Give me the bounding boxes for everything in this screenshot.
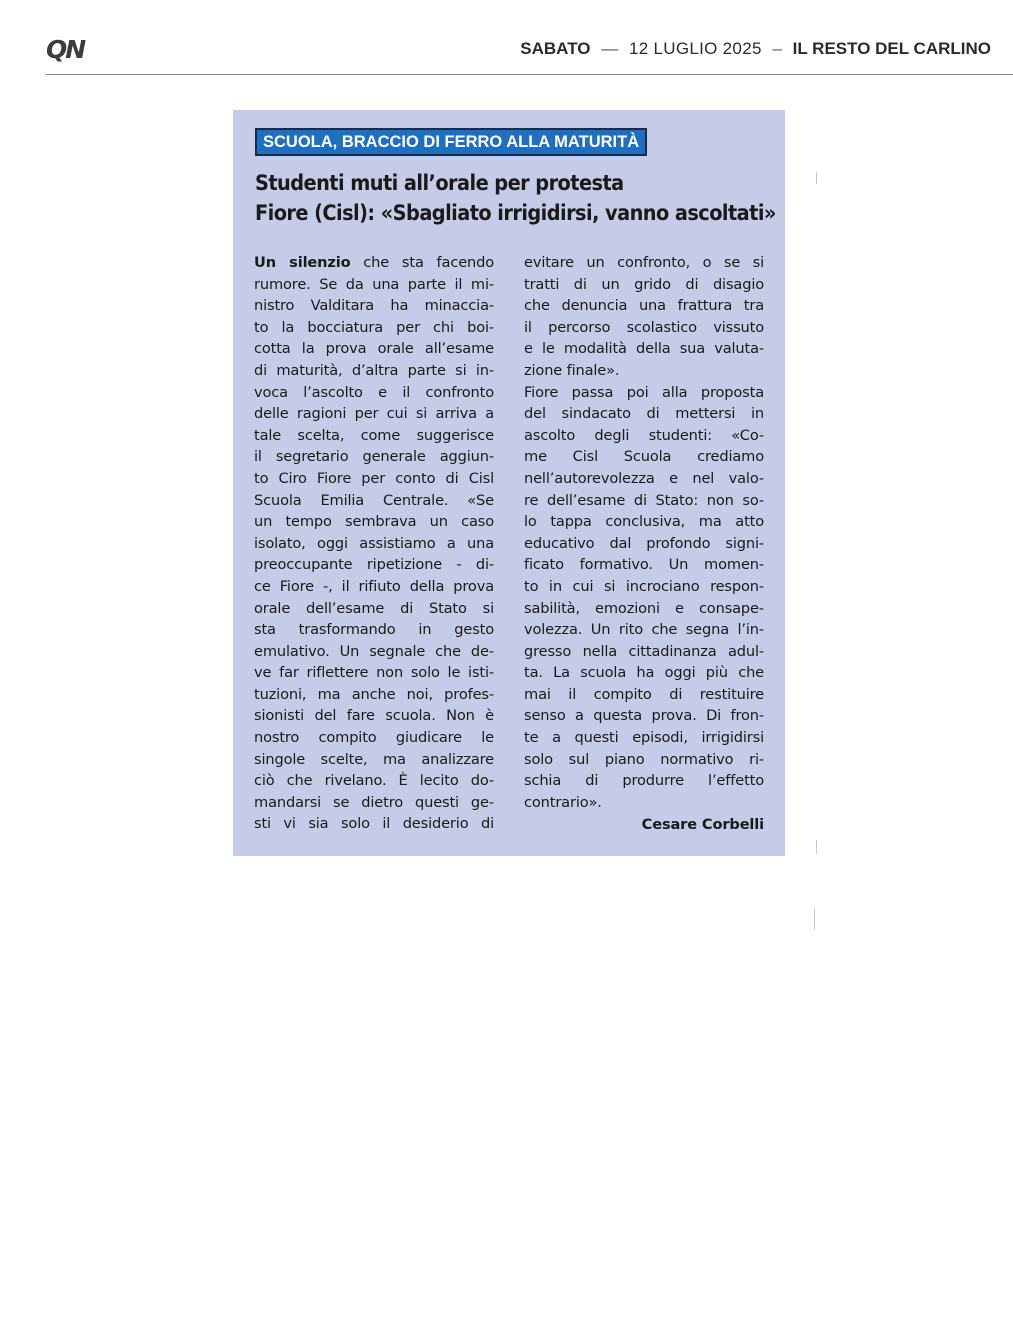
header-rule	[46, 74, 1013, 75]
article-text-line: preoccupante ripetizione - di-	[254, 556, 494, 574]
article-text-line: tratti di un grido di disagio	[524, 275, 764, 293]
article-text-line: che denuncia una frattura tra	[524, 297, 764, 315]
article-text-line: ve far riflettere non solo le isti-	[254, 664, 494, 682]
article-text-line: nell’autorevolezza e nel valo-	[524, 469, 764, 487]
article-lead: Un silenzio	[254, 254, 351, 271]
article-column-left	[254, 252, 494, 835]
headline-line: Fiore (Cisl): «Sbagliato irrigidirsi, vanno ascoltati»	[255, 201, 776, 225]
article-text-line: ascolto degli studenti: «Co-	[524, 426, 764, 444]
article-text-line: ciò che rivelano. È lecito do-	[254, 772, 494, 790]
article-text-line: sionisti del fare scuola. Non è	[254, 707, 494, 725]
article-text-line: contrario».	[524, 793, 602, 811]
article-text-line: to Ciro Fiore per conto di Cisl	[254, 469, 494, 487]
article-text-line: singole scelte, ma analizzare	[254, 750, 494, 768]
article-text-line: volezza. Un rito che segna l’in-	[524, 621, 764, 639]
headline-line: Studenti muti all’orale per protesta	[255, 171, 624, 195]
article-text-line: Fiore passa poi alla proposta	[524, 383, 764, 401]
article-text-line: voca l’ascolto e il confronto	[254, 383, 494, 401]
header-day: SABATO	[520, 39, 591, 58]
article-text-line: Scuola Emilia Centrale. «Se	[254, 491, 494, 509]
article-text-line: schia di produrre l’effetto	[524, 772, 764, 790]
article-text-line: sta trasformando in gesto	[254, 621, 494, 639]
article-text-line: di maturità, d’altra parte si in-	[254, 361, 494, 379]
article-text-line: nostro compito giudicare le	[254, 729, 494, 747]
article-text-line: solo sul piano normativo ri-	[524, 750, 764, 768]
article-text-line: sti vi sia solo il desiderio di	[254, 815, 494, 833]
article-text-line: senso a questa prova. Di fron-	[524, 707, 764, 725]
article-text-line: ta. La scuola ha oggi più che	[524, 664, 764, 682]
article-text-line: mandarsi se dietro questi ge-	[254, 793, 494, 811]
article-text-line: orale dell’esame di Stato si	[254, 599, 494, 617]
article-text-line: mai il compito di restituire	[524, 685, 764, 703]
header-newspaper-name: IL RESTO DEL CARLINO	[792, 39, 991, 58]
article-text-line: nistro Valditara ha minaccia-	[254, 297, 494, 315]
header-separator: –	[772, 39, 782, 58]
scan-artifact	[816, 840, 817, 854]
article-box	[233, 110, 785, 856]
article-text-line: un tempo sembrava un caso	[254, 513, 494, 531]
article-text-line: lo tappa conclusiva, ma atto	[524, 513, 764, 531]
article-column-right	[524, 252, 764, 836]
header-date: 12 LUGLIO 2025	[628, 39, 762, 58]
article-text-line: sabilità, emozioni e consape-	[524, 599, 764, 617]
scan-artifact	[816, 172, 817, 184]
article-text-line: to in cui si incrociano respon-	[524, 577, 764, 595]
article-text-line: ficato formativo. Un momen-	[524, 556, 764, 574]
header-separator: —	[601, 39, 619, 58]
article-text-line: to la bocciatura per chi boi-	[254, 318, 494, 336]
scan-artifact	[814, 908, 815, 930]
article-text-line: del sindacato di mettersi in	[524, 405, 764, 423]
article-text-line: rumore. Se da una parte il mi-	[254, 275, 494, 293]
header-meta	[520, 38, 991, 60]
article-text-line: cotta la prova orale all’esame	[254, 340, 494, 358]
article-text-line: zione finale».	[524, 361, 620, 379]
article-text-line: delle ragioni per cui si arriva a	[254, 405, 494, 423]
article-text-line: isolato, oggi assistiamo a una	[254, 534, 494, 552]
article-text-line: re dell’esame di Stato: non so-	[524, 491, 764, 509]
article-text-line: il percorso scolastico vissuto	[524, 318, 764, 336]
masthead	[46, 30, 1013, 74]
article-text-line: il segretario generale aggiun-	[254, 448, 494, 466]
article-text-line: Un silenzio che sta facendo	[254, 254, 495, 271]
article-text-line: evitare un confronto, o se si	[524, 254, 764, 271]
article-byline: Cesare Corbelli	[641, 816, 764, 834]
article-text-line: me Cisl Scuola crediamo	[524, 448, 764, 466]
article-text-line: e le modalità della sua valuta-	[524, 340, 764, 358]
article-text-line: te a questi episodi, irrigidirsi	[524, 729, 764, 747]
article-text-line: tuzioni, ma anche noi, profes-	[254, 685, 494, 703]
article-text-line: gresso nella cittadinanza adul-	[524, 642, 764, 660]
article-text-line: emulativo. Un segnale che de-	[254, 642, 494, 660]
article-kicker: SCUOLA, BRACCIO DI FERRO ALLA MATURITÀ	[255, 128, 647, 156]
qn-logo: QN	[46, 35, 85, 64]
article-text-line: tale scelta, come suggerisce	[254, 426, 494, 444]
article-headline	[255, 168, 776, 228]
article-text-line: educativo dal profondo signi-	[524, 534, 764, 552]
article-text-line: ce Fiore -, il rifiuto della prova	[254, 577, 494, 595]
